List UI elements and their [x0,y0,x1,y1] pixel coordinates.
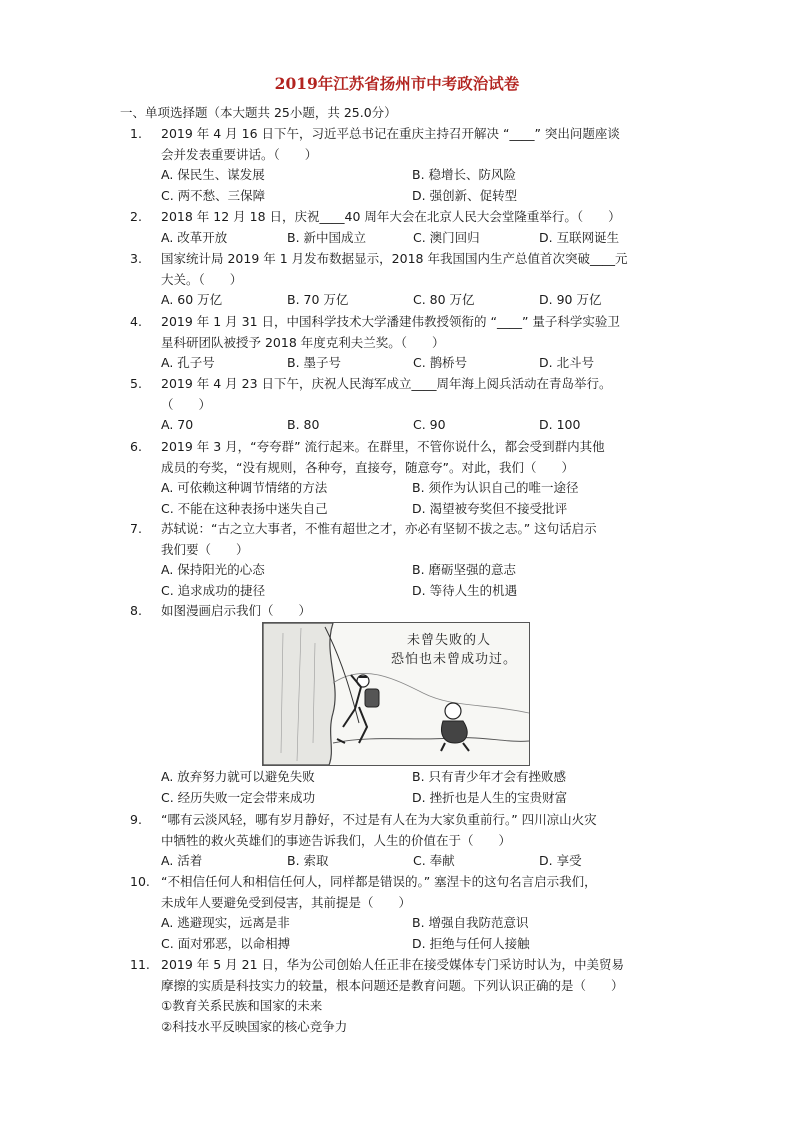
question-number: 10. [130,874,150,889]
option-a[interactable]: A. 可依赖这种调节情绪的方法 [161,480,328,495]
question-stem-line: 2018 年 12 月 18 日，庆祝____40 周年大会在北京人民大会堂隆重举行。（ ） [161,209,621,224]
option-b[interactable]: B. 磨砺坚强的意志 [412,562,517,577]
option-b[interactable]: B. 稳增长、防风险 [412,167,517,182]
question-11 [130,955,670,1037]
option-c[interactable]: C. 鹊桥号 [413,355,468,370]
section-heading: 一、单项选择题（本大题共 25小题，共 25.0分） [120,105,397,120]
option-c[interactable]: C. 不能在这种表扬中迷失自己 [161,500,328,516]
question-number: 1. [130,126,142,141]
option-d[interactable]: D. 挫折也是人生的宝贵财富 [412,789,568,805]
question-10 [130,872,670,954]
question-number: 2. [130,209,142,224]
question-stem-line: （ ） [161,396,212,412]
option-a[interactable]: A. 70 [161,417,194,432]
option-c[interactable]: C. 追求成功的捷径 [161,582,266,598]
option-a[interactable]: A. 活着 [161,853,203,868]
question-stem-line: 2019 年 4 月 16 日下午，习近平总书记在重庆主持召开解决 “____” 突出问题座谈 [161,126,620,141]
option-b[interactable]: B. 增强自我防范意识 [412,915,529,930]
option-d[interactable]: D. 享受 [539,853,582,868]
question-8-options [130,767,670,808]
question-number: 6. [130,439,142,454]
option-d[interactable]: D. 强创新、促转型 [412,187,518,203]
question-number: 7. [130,521,142,536]
option-d[interactable]: D. 渴望被夸奖但不接受批评 [412,500,568,516]
statement-1: ①教育关系民族和国家的未来 [161,998,323,1013]
option-a[interactable]: A. 放弃努力就可以避免失败 [161,769,315,784]
question-stem-line: 摩擦的实质是科技实力的较量，根本问题还是教育问题。下列认识正确的是（ ） [161,977,624,993]
option-c[interactable]: C. 两不愁、三保障 [161,187,266,203]
option-a[interactable]: A. 保持阳光的心态 [161,562,265,577]
option-d[interactable]: D. 拒绝与任何人接触 [412,935,530,951]
option-a[interactable]: A. 保民生、谋发展 [161,167,265,182]
option-c[interactable]: C. 90 [413,417,446,432]
question-stem-line: 成员的夸奖，“没有规则，各种夸，直接夸，随意夸”。对此，我们（ ） [161,459,574,475]
question-number: 5. [130,376,142,391]
option-b[interactable]: B. 80 [287,417,320,432]
question-stem-line: “不相信任何人和相信任何人，同样都是错误的。” 塞涅卡的这句名言启示我们， [161,874,597,889]
option-b[interactable]: B. 索取 [287,853,329,868]
statement-2: ②科技水平反映国家的核心竞争力 [161,1018,348,1034]
option-b[interactable]: B. 墨子号 [287,355,342,370]
question-number: 8. [130,603,142,618]
question-stem-line: 我们要（ ） [161,541,249,557]
question-stem-line: 会并发表重要讲话。（ ） [161,146,318,162]
option-b[interactable]: B. 须作为认识自己的唯一途径 [412,480,579,495]
question-stem-line: 中牺牲的救火英雄们的事迹告诉我们，人生的价值在于（ ） [161,832,512,848]
option-d[interactable]: D. 90 万亿 [539,292,602,307]
option-c[interactable]: C. 80 万亿 [413,292,475,307]
question-6 [130,437,670,519]
question-stem-line: 2019 年 1 月 31 日，中国科学技术大学潘建伟教授领衔的 “____” 量子科学实验卫 [161,314,620,329]
option-d[interactable]: D. 北斗号 [539,355,595,370]
question-number: 3. [130,251,142,266]
option-d[interactable]: D. 等待人生的机遇 [412,582,518,598]
question-4 [130,312,670,374]
question-number: 9. [130,812,142,827]
question-stem-line: 如图漫画启示我们（ ） [161,603,312,618]
question-stem-line: 2019 年 4 月 23 日下午，庆祝人民海军成立____周年海上阅兵活动在青岛举行。 [161,376,612,391]
option-a[interactable]: A. 60 万亿 [161,292,223,307]
option-d[interactable]: D. 100 [539,417,581,432]
question-9 [130,810,670,872]
option-b[interactable]: B. 新中国成立 [287,229,367,245]
option-c[interactable]: C. 经历失败一定会带来成功 [161,789,316,805]
question-1 [130,124,670,206]
exam-title: 2019年江苏省扬州市中考政治试卷 [274,74,520,93]
question-5 [130,374,670,436]
question-number: 11. [130,957,150,972]
question-stem-line: 大关。（ ） [161,271,243,287]
cartoon-caption [391,631,517,669]
option-c[interactable]: C. 奉献 [413,853,455,868]
cartoon-image [262,622,530,766]
option-c[interactable]: C. 澳门回归 [413,229,480,245]
option-d[interactable]: D. 互联网诞生 [539,229,620,245]
option-a[interactable]: A. 逃避现实，远离是非 [161,915,290,930]
option-b[interactable]: B. 70 万亿 [287,292,349,307]
option-a[interactable]: A. 孔子号 [161,355,215,370]
cartoon-caption-line: 恐怕也未曾成功过。 [391,652,518,667]
question-3 [130,249,670,311]
question-stem-line: “哪有云淡风轻，哪有岁月静好，不过是有人在为大家负重前行。” 四川凉山火灾 [161,812,597,827]
question-stem-line: 星科研团队被授予 2018 年度克利夫兰奖。（ ） [161,334,445,350]
question-7 [130,519,670,601]
question-2 [130,207,670,248]
question-stem-line: 国家统计局 2019 年 1 月发布数据显示，2018 年我国国内生产总值首次突破____元 [161,251,628,266]
question-number: 4. [130,314,142,329]
question-stem-line: 苏轼说：“古之立大事者，不惟有超世之才，亦必有坚韧不拔之志。” 这句话启示 [161,521,597,536]
question-8 [130,601,670,622]
option-a[interactable]: A. 改革开放 [161,229,228,245]
option-c[interactable]: C. 面对邪恶，以命相搏 [161,935,291,951]
question-stem-line: 2019 年 5 月 21 日，华为公司创始人任正非在接受媒体专门采访时认为，中美贸易 [161,957,625,972]
cartoon-caption-line: 未曾失败的人 [407,633,492,648]
question-stem-line: 2019 年 3 月，“夸夸群” 流行起来。在群里，不管你说什么，都会受到群内其他 [161,439,605,454]
question-stem-line: 未成年人要避免受到侵害，其前提是（ ） [161,894,412,910]
option-b[interactable]: B. 只有青少年才会有挫败感 [412,769,567,784]
